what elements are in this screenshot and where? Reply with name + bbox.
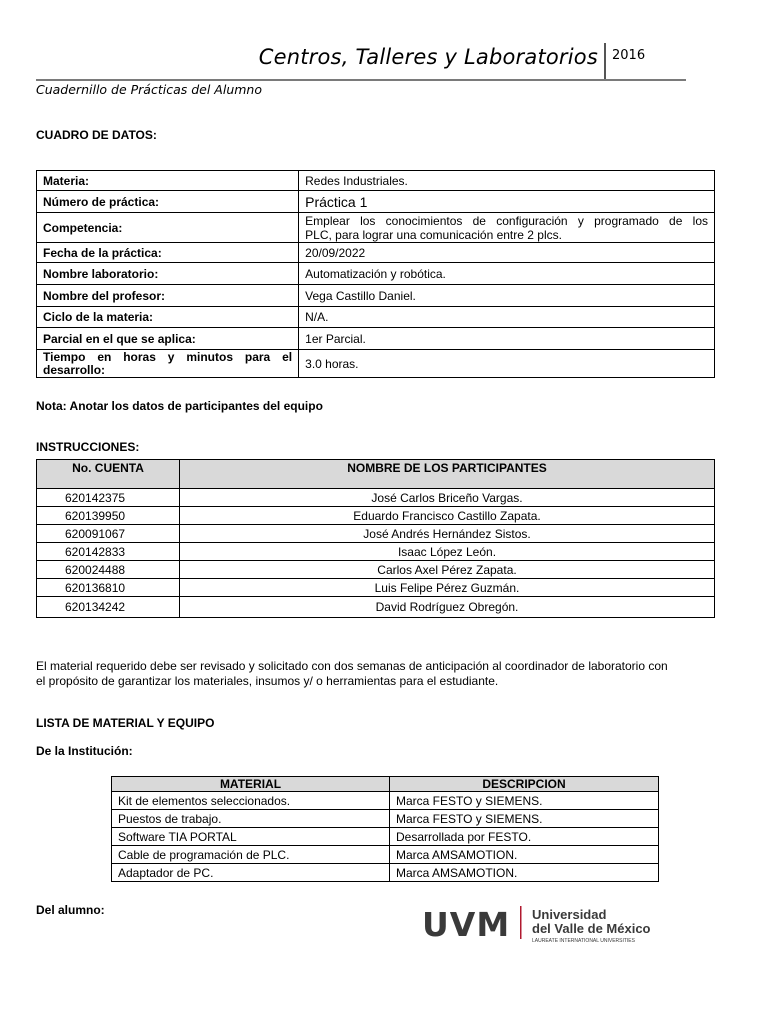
- participants-table: [36, 459, 715, 618]
- datos-label: Ciclo de la materia:: [37, 307, 299, 328]
- header-subtitle: Cuadernillo de Prácticas del Alumno: [36, 82, 263, 97]
- uvm-logo: [422, 903, 652, 945]
- cuenta-cell: 620139950: [37, 507, 180, 525]
- datos-value: Vega Castillo Daniel.: [299, 285, 715, 307]
- uvm-logo-graphic: [422, 903, 652, 945]
- table-row: [37, 285, 715, 307]
- datos-heading: CUADRO DE DATOS:: [36, 128, 157, 142]
- table-row: [37, 525, 715, 543]
- datos-label: [37, 350, 299, 378]
- cuenta-cell: 620091067: [37, 525, 180, 543]
- logo-line-3: LAUREATE INTERNATIONAL UNIVERSITIES: [532, 938, 635, 944]
- datos-value: Redes Industriales.: [299, 171, 715, 191]
- datos-label: Nombre laboratorio:: [37, 263, 299, 285]
- table-row: [37, 263, 715, 285]
- table-row: [37, 243, 715, 263]
- descripcion-cell: Marca FESTO y SIEMENS.: [390, 792, 659, 810]
- datos-label: Materia:: [37, 171, 299, 191]
- nombre-cell: José Carlos Briceño Vargas.: [180, 489, 715, 507]
- header-divider: [604, 43, 606, 80]
- col-header-nombre: NOMBRE DE LOS PARTICIPANTES: [180, 460, 715, 489]
- material-cell: Software TIA PORTAL: [112, 828, 390, 846]
- logo-divider: [520, 906, 522, 939]
- datos-value: Práctica 1: [299, 191, 715, 213]
- cuenta-cell: 620142375: [37, 489, 180, 507]
- table-row: [37, 579, 715, 597]
- descripcion-cell: Marca AMSAMOTION.: [390, 846, 659, 864]
- page-header-title: Centros, Talleres y Laboratorios: [258, 45, 598, 69]
- header-rule: [36, 79, 686, 81]
- descripcion-cell: Marca AMSAMOTION.: [390, 864, 659, 882]
- logo-line-2: del Valle de México: [532, 921, 651, 936]
- datos-label: Nombre del profesor:: [37, 285, 299, 307]
- material-cell: Adaptador de PC.: [112, 864, 390, 882]
- nombre-cell: Isaac López León.: [180, 543, 715, 561]
- header-year: 2016: [612, 48, 646, 63]
- datos-value: 3.0 horas.: [299, 350, 715, 378]
- col-header-cuenta: No. CUENTA: [37, 460, 180, 489]
- datos-label: Competencia:: [37, 213, 299, 243]
- datos-label: Número de práctica:: [37, 191, 299, 213]
- table-header-row: [112, 777, 659, 792]
- table-row: [37, 597, 715, 618]
- col-header-material: MATERIAL: [112, 777, 390, 792]
- lista-heading: LISTA DE MATERIAL Y EQUIPO: [36, 716, 215, 730]
- table-row: [37, 307, 715, 328]
- instrucciones-heading: INSTRUCCIONES:: [36, 440, 140, 454]
- cuenta-cell: 620024488: [37, 561, 180, 579]
- uvm-mark: UVM: [422, 905, 511, 944]
- material-table: [111, 776, 659, 882]
- nombre-cell: José Andrés Hernández Sistos.: [180, 525, 715, 543]
- datos-value: Automatización y robótica.: [299, 263, 715, 285]
- table-row: [112, 792, 659, 810]
- nombre-cell: David Rodríguez Obregón.: [180, 597, 715, 618]
- material-cell: Cable de programación de PLC.: [112, 846, 390, 864]
- table-row: [37, 543, 715, 561]
- table-row: [37, 213, 715, 243]
- tiempo-label-line-1: Tiempo en horas y minutos para el: [43, 349, 293, 364]
- competencia-line-2: PLC, para lograr una comunicación entre 2 plcs.: [305, 227, 562, 242]
- cuenta-cell: 620134242: [37, 597, 180, 618]
- logo-line-1: Universidad: [532, 907, 607, 922]
- table-header-row: [37, 460, 715, 489]
- nombre-cell: Luis Felipe Pérez Guzmán.: [180, 579, 715, 597]
- table-row: [37, 350, 715, 378]
- datos-value: 20/09/2022: [299, 243, 715, 263]
- table-row: [112, 846, 659, 864]
- cuenta-cell: 620136810: [37, 579, 180, 597]
- table-row: [37, 191, 715, 213]
- notice-line-1: El material requerido debe ser revisado y solicitado con dos semanas de anticipación al coordinador de laboratorio con: [36, 659, 668, 673]
- datos-value: [299, 213, 715, 243]
- datos-label: Fecha de la práctica:: [37, 243, 299, 263]
- competencia-line-1: Emplear los conocimientos de configuración y programado de los: [305, 213, 708, 228]
- nombre-cell: Carlos Axel Pérez Zapata.: [180, 561, 715, 579]
- material-notice: [36, 659, 722, 689]
- table-row: [112, 828, 659, 846]
- table-row: [112, 864, 659, 882]
- descripcion-cell: Desarrollada por FESTO.: [390, 828, 659, 846]
- datos-value: 1er Parcial.: [299, 328, 715, 350]
- table-row: [37, 561, 715, 579]
- datos-value: N/A.: [299, 307, 715, 328]
- table-row: [37, 328, 715, 350]
- tiempo-label-line-2: desarrollo:: [43, 362, 106, 377]
- datos-table: [36, 170, 715, 378]
- table-row: [37, 171, 715, 191]
- notice-line-2: el propósito de garantizar los materiales, insumos y/ o herramientas para el estudiante.: [36, 674, 499, 688]
- material-cell: Kit de elementos seleccionados.: [112, 792, 390, 810]
- nota-text: Nota: Anotar los datos de participantes del equipo: [36, 399, 323, 413]
- table-row: [37, 489, 715, 507]
- datos-label: Parcial en el que se aplica:: [37, 328, 299, 350]
- material-cell: Puestos de trabajo.: [112, 810, 390, 828]
- alumno-heading: Del alumno:: [36, 903, 105, 917]
- table-row: [37, 507, 715, 525]
- col-header-descripcion: DESCRIPCION: [390, 777, 659, 792]
- descripcion-cell: Marca FESTO y SIEMENS.: [390, 810, 659, 828]
- cuenta-cell: 620142833: [37, 543, 180, 561]
- institucion-heading: De la Institución:: [36, 744, 133, 758]
- table-row: [112, 810, 659, 828]
- nombre-cell: Eduardo Francisco Castillo Zapata.: [180, 507, 715, 525]
